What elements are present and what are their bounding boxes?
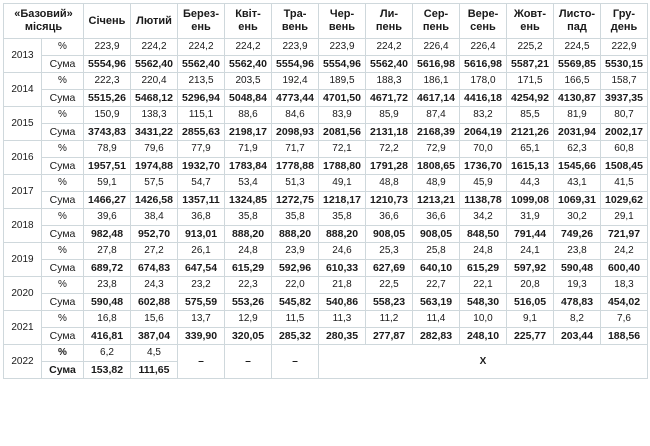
sum-cell: 615,29 [460,260,507,277]
sum-cell: 1791,28 [366,158,413,175]
percent-cell: 224,2 [366,39,413,56]
sum-cell: 848,50 [460,226,507,243]
percent-cell: 39,6 [84,209,131,226]
percent-cell: 35,8 [225,209,272,226]
sum-cell: 548,30 [460,294,507,311]
sum-cell: 4671,72 [366,90,413,107]
percent-cell: 23,2 [178,277,225,294]
sum-cell: 188,56 [601,328,648,345]
percent-cell: 22,3 [225,277,272,294]
sum-cell: 1974,88 [131,158,178,175]
sum-label: Сума [42,158,84,175]
sum-cell: 749,26 [554,226,601,243]
percent-cell: 11,3 [319,311,366,328]
sum-cell: 1932,70 [178,158,225,175]
percent-cell: 87,4 [413,107,460,124]
sum-cell: 4130,87 [554,90,601,107]
table-body [4,39,648,379]
month-header: Тра- вень [272,4,319,39]
sum-cell: 285,32 [272,328,319,345]
sum-cell: 516,05 [507,294,554,311]
month-header: Листо- пад [554,4,601,39]
sum-cell: 1324,85 [225,192,272,209]
percent-cell: 188,3 [366,73,413,90]
table-row [4,311,648,328]
year-cell: 2017 [4,175,42,209]
percent-label: % [42,73,84,90]
percent-cell: 10,0 [460,311,507,328]
table-row [4,345,648,362]
percent-cell: 11,4 [413,311,460,328]
percent-label: % [42,243,84,260]
percent-cell: 23,9 [272,243,319,260]
percent-cell: 7,6 [601,311,648,328]
sum-cell: 600,40 [601,260,648,277]
sum-cell: 5554,96 [272,56,319,73]
percent-cell: 213,5 [178,73,225,90]
sum-cell: 674,83 [131,260,178,277]
percent-cell: 24,1 [507,243,554,260]
year-cell: 2016 [4,141,42,175]
percent-cell: 22,7 [413,277,460,294]
percent-cell: 178,0 [460,73,507,90]
sum-cell: 280,35 [319,328,366,345]
sum-cell: 1426,58 [131,192,178,209]
table-row [4,90,648,107]
year-cell: 2022 [4,345,42,379]
percent-cell: 48,9 [413,175,460,192]
sum-label: Сума [42,56,84,73]
percent-cell: 11,5 [272,311,319,328]
sum-cell: 5530,15 [601,56,648,73]
percent-label: % [42,107,84,124]
sum-cell: 913,01 [178,226,225,243]
month-header: Чер- вень [319,4,366,39]
percent-label: % [42,141,84,158]
sum-cell: 5562,40 [178,56,225,73]
month-header: Ли- пень [366,4,413,39]
dash-cell: – [272,345,319,379]
percent-cell: 220,4 [131,73,178,90]
percent-cell: 71,9 [225,141,272,158]
table-row [4,175,648,192]
percent-cell: 6,2 [84,345,131,362]
percent-cell: 22,0 [272,277,319,294]
percent-cell: 223,9 [84,39,131,56]
percent-cell: 11,2 [366,311,413,328]
sum-cell: 982,48 [84,226,131,243]
sum-cell: 647,54 [178,260,225,277]
sum-cell: 1545,66 [554,158,601,175]
sum-cell: 478,83 [554,294,601,311]
percent-cell: 84,6 [272,107,319,124]
sum-cell: 2081,56 [319,124,366,141]
year-cell: 2020 [4,277,42,311]
percent-cell: 224,2 [178,39,225,56]
percent-cell: 150,9 [84,107,131,124]
header-row [4,4,648,39]
percent-cell: 48,8 [366,175,413,192]
sum-cell: 627,69 [366,260,413,277]
sum-label: Сума [42,90,84,107]
sum-cell: 1099,08 [507,192,554,209]
sum-cell: 2131,18 [366,124,413,141]
sum-cell: 888,20 [225,226,272,243]
sum-cell: 5587,21 [507,56,554,73]
sum-cell: 5562,40 [131,56,178,73]
percent-cell: 23,8 [554,243,601,260]
percent-cell: 222,9 [601,39,648,56]
year-cell: 2014 [4,73,42,107]
percent-cell: 223,9 [272,39,319,56]
sum-cell: 4773,44 [272,90,319,107]
percent-cell: 65,1 [507,141,554,158]
sum-cell: 545,82 [272,294,319,311]
sum-cell: 602,88 [131,294,178,311]
year-cell: 2015 [4,107,42,141]
sum-cell: 5562,40 [225,56,272,73]
percent-cell: 18,3 [601,277,648,294]
percent-cell: 24,2 [601,243,648,260]
percent-cell: 24,8 [225,243,272,260]
percent-cell: 36,8 [178,209,225,226]
sum-cell: 2855,63 [178,124,225,141]
sum-cell: 1615,13 [507,158,554,175]
percent-cell: 54,7 [178,175,225,192]
percent-cell: 53,4 [225,175,272,192]
percent-cell: 158,7 [601,73,648,90]
percent-cell: 70,0 [460,141,507,158]
percent-cell: 16,8 [84,311,131,328]
table-row [4,124,648,141]
month-header: Жовт- ень [507,4,554,39]
sum-cell: 558,23 [366,294,413,311]
year-cell: 2018 [4,209,42,243]
month-header: Гру- день [601,4,648,39]
percent-cell: 79,6 [131,141,178,158]
percent-label: % [42,209,84,226]
percent-cell: 85,9 [366,107,413,124]
percent-cell: 88,6 [225,107,272,124]
month-header: Сер- пень [413,4,460,39]
percent-cell: 41,5 [601,175,648,192]
sum-cell: 791,44 [507,226,554,243]
table-row [4,243,648,260]
sum-cell: 1508,45 [601,158,648,175]
percent-cell: 71,7 [272,141,319,158]
sum-cell: 592,96 [272,260,319,277]
dash-cell: – [178,345,225,379]
percent-cell: 72,2 [366,141,413,158]
percent-cell: 224,2 [131,39,178,56]
sum-cell: 2168,39 [413,124,460,141]
percent-cell: 24,6 [319,243,366,260]
sum-cell: 1213,21 [413,192,460,209]
percent-cell: 24,3 [131,277,178,294]
percent-cell: 59,1 [84,175,131,192]
sum-cell: 1736,70 [460,158,507,175]
sum-label: Сума [42,260,84,277]
month-header: Лютий [131,4,178,39]
percent-cell: 44,3 [507,175,554,192]
sum-cell: 2121,26 [507,124,554,141]
percent-cell: 20,8 [507,277,554,294]
percent-cell: 77,9 [178,141,225,158]
sum-cell: 1808,65 [413,158,460,175]
percent-cell: 223,9 [319,39,366,56]
not-applicable-cell: Х [319,345,648,379]
sum-cell: 1357,11 [178,192,225,209]
sum-cell: 3743,83 [84,124,131,141]
sum-cell: 5468,12 [131,90,178,107]
sum-cell: 5616,98 [413,56,460,73]
percent-label: % [42,277,84,294]
percent-cell: 226,4 [413,39,460,56]
sum-cell: 320,05 [225,328,272,345]
percent-cell: 224,2 [225,39,272,56]
percent-cell: 30,2 [554,209,601,226]
sum-label: Сума [42,124,84,141]
sum-label: Сума [42,192,84,209]
percent-cell: 22,1 [460,277,507,294]
percent-cell: 36,6 [413,209,460,226]
sum-cell: 225,77 [507,328,554,345]
percent-cell: 9,1 [507,311,554,328]
sum-cell: 1069,31 [554,192,601,209]
percent-cell: 27,8 [84,243,131,260]
percent-cell: 24,8 [460,243,507,260]
table-row [4,328,648,345]
percent-cell: 43,1 [554,175,601,192]
percent-cell: 138,3 [131,107,178,124]
table-row [4,141,648,158]
sum-cell: 248,10 [460,328,507,345]
table-row [4,277,648,294]
sum-cell: 3937,35 [601,90,648,107]
sum-cell: 339,90 [178,328,225,345]
sum-cell: 563,19 [413,294,460,311]
table-row [4,260,648,277]
percent-cell: 171,5 [507,73,554,90]
sum-cell: 2198,17 [225,124,272,141]
sum-cell: 203,44 [554,328,601,345]
sum-cell: 4701,50 [319,90,366,107]
sum-cell: 1218,17 [319,192,366,209]
percent-cell: 85,5 [507,107,554,124]
sum-cell: 1138,78 [460,192,507,209]
sum-cell: 5616,98 [460,56,507,73]
percent-cell: 83,2 [460,107,507,124]
base-month-header: «Базовий» місяць [4,4,84,39]
sum-cell: 952,70 [131,226,178,243]
table-row [4,73,648,90]
sum-cell: 575,59 [178,294,225,311]
sum-cell: 590,48 [554,260,601,277]
percent-cell: 72,1 [319,141,366,158]
table-row [4,192,648,209]
sum-cell: 5515,26 [84,90,131,107]
sum-cell: 5048,84 [225,90,272,107]
sum-cell: 153,82 [84,362,131,379]
sum-label: Сума [42,226,84,243]
percent-cell: 203,5 [225,73,272,90]
sum-cell: 111,65 [131,362,178,379]
percent-cell: 26,1 [178,243,225,260]
sum-label: Сума [42,328,84,345]
percent-cell: 15,6 [131,311,178,328]
percent-cell: 225,2 [507,39,554,56]
percent-cell: 27,2 [131,243,178,260]
sum-cell: 2098,93 [272,124,319,141]
sum-label: Сума [42,294,84,311]
sum-cell: 416,81 [84,328,131,345]
sum-cell: 4617,14 [413,90,460,107]
sum-cell: 5554,96 [319,56,366,73]
percent-cell: 80,7 [601,107,648,124]
percent-cell: 224,5 [554,39,601,56]
sum-cell: 3431,22 [131,124,178,141]
sum-cell: 1466,27 [84,192,131,209]
percent-cell: 115,1 [178,107,225,124]
sum-cell: 610,33 [319,260,366,277]
percent-cell: 60,8 [601,141,648,158]
sum-cell: 2064,19 [460,124,507,141]
sum-cell: 597,92 [507,260,554,277]
percent-cell: 12,9 [225,311,272,328]
percent-cell: 81,9 [554,107,601,124]
sum-cell: 5554,96 [84,56,131,73]
sum-cell: 540,86 [319,294,366,311]
month-header: Квіт- ень [225,4,272,39]
percent-cell: 62,3 [554,141,601,158]
sum-cell: 282,83 [413,328,460,345]
percent-cell: 36,6 [366,209,413,226]
table-row [4,209,648,226]
percent-cell: 72,9 [413,141,460,158]
sum-cell: 2002,17 [601,124,648,141]
sum-cell: 4416,18 [460,90,507,107]
sum-label: Сума [42,362,84,379]
percent-cell: 4,5 [131,345,178,362]
sum-cell: 454,02 [601,294,648,311]
sum-cell: 4254,92 [507,90,554,107]
percent-cell: 25,8 [413,243,460,260]
sum-cell: 5569,85 [554,56,601,73]
sum-cell: 888,20 [272,226,319,243]
percent-cell: 34,2 [460,209,507,226]
sum-cell: 1957,51 [84,158,131,175]
percent-cell: 13,7 [178,311,225,328]
percent-cell: 226,4 [460,39,507,56]
percent-cell: 31,9 [507,209,554,226]
percent-cell: 35,8 [319,209,366,226]
sum-cell: 689,72 [84,260,131,277]
percent-cell: 38,4 [131,209,178,226]
percent-cell: 8,2 [554,311,601,328]
percent-cell: 51,3 [272,175,319,192]
sum-cell: 1029,62 [601,192,648,209]
percent-label: % [42,175,84,192]
percent-cell: 21,8 [319,277,366,294]
percent-cell: 166,5 [554,73,601,90]
sum-cell: 1272,75 [272,192,319,209]
sum-cell: 5562,40 [366,56,413,73]
month-header: Січень [84,4,131,39]
sum-cell: 5296,94 [178,90,225,107]
percent-cell: 49,1 [319,175,366,192]
percent-cell: 45,9 [460,175,507,192]
percent-cell: 222,3 [84,73,131,90]
percent-label: % [42,39,84,56]
sum-cell: 1783,84 [225,158,272,175]
percent-cell: 19,3 [554,277,601,294]
sum-cell: 888,20 [319,226,366,243]
sum-cell: 615,29 [225,260,272,277]
year-cell: 2021 [4,311,42,345]
sum-cell: 908,05 [413,226,460,243]
sum-cell: 277,87 [366,328,413,345]
percent-cell: 25,3 [366,243,413,260]
sum-cell: 908,05 [366,226,413,243]
sum-cell: 387,04 [131,328,178,345]
sum-cell: 590,48 [84,294,131,311]
percent-cell: 192,4 [272,73,319,90]
percent-cell: 35,8 [272,209,319,226]
month-header: Берез- ень [178,4,225,39]
percent-cell: 189,5 [319,73,366,90]
sum-cell: 2031,94 [554,124,601,141]
month-header: Вере- сень [460,4,507,39]
table-row [4,39,648,56]
sum-cell: 1788,80 [319,158,366,175]
year-cell: 2013 [4,39,42,73]
percent-cell: 78,9 [84,141,131,158]
percent-cell: 29,1 [601,209,648,226]
sum-cell: 721,97 [601,226,648,243]
table-row [4,56,648,73]
percent-cell: 22,5 [366,277,413,294]
dash-cell: – [225,345,272,379]
percent-label: % [42,311,84,328]
percent-cell: 83,9 [319,107,366,124]
percent-cell: 23,8 [84,277,131,294]
sum-cell: 553,26 [225,294,272,311]
percent-cell: 186,1 [413,73,460,90]
year-cell: 2019 [4,243,42,277]
table-row [4,107,648,124]
sum-cell: 1210,73 [366,192,413,209]
percent-label: % [42,345,84,362]
table-row [4,294,648,311]
table-row [4,158,648,175]
sum-cell: 1778,88 [272,158,319,175]
table-row [4,226,648,243]
sum-cell: 640,10 [413,260,460,277]
base-month-index-table [3,3,648,379]
percent-cell: 57,5 [131,175,178,192]
